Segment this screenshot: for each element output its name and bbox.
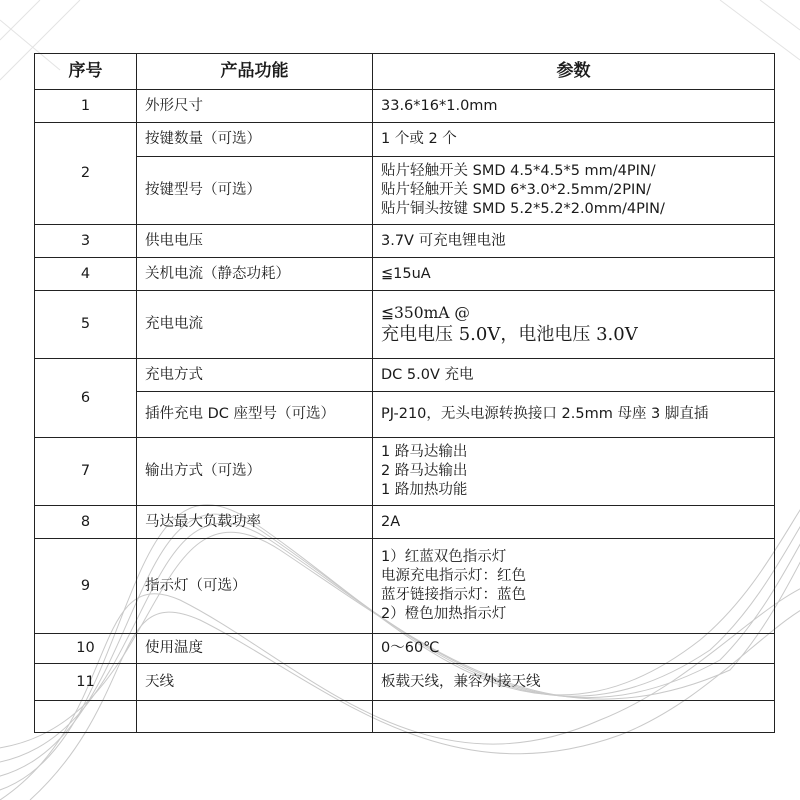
row-params (373, 291, 775, 359)
row-params (373, 359, 775, 392)
table-row (35, 90, 775, 123)
row-function: 按键数量（可选） (137, 123, 373, 157)
table-row (35, 392, 775, 438)
row-function: 输出方式（可选） (137, 438, 373, 506)
header-function: 产品功能 (137, 54, 373, 90)
param-line: 板载天线，兼容外接天线 (381, 673, 541, 690)
row-function: 天线 (137, 664, 373, 701)
table-row (35, 438, 775, 506)
row-function: 关机电流（静态功耗） (137, 258, 373, 291)
row-index: 1 (35, 90, 137, 123)
param-line: 贴片轻触开关 SMD 4.5*4.5*5 mm/4PIN/ (381, 163, 656, 180)
row-function (137, 701, 373, 733)
row-function: 指示灯（可选） (137, 539, 373, 634)
param-line: 1 路加热功能 (381, 481, 468, 498)
table-row (35, 539, 775, 634)
row-params (373, 539, 775, 634)
param-line: 1）红蓝双色指示灯 (381, 549, 507, 566)
row-params (373, 634, 775, 664)
table-row (35, 506, 775, 539)
table-row (35, 225, 775, 258)
table-row (35, 258, 775, 291)
row-function: 外形尺寸 (137, 90, 373, 123)
header-index: 序号 (35, 54, 137, 90)
row-params (373, 438, 775, 506)
row-function: 供电电压 (137, 225, 373, 258)
row-params (373, 701, 775, 733)
param-line: DC 5.0V 充电 (381, 366, 474, 383)
row-params (373, 392, 775, 438)
table-row (35, 157, 775, 225)
table-row (35, 123, 775, 157)
row-function: 按键型号（可选） (137, 157, 373, 225)
table-row (35, 634, 775, 664)
row-index: 10 (35, 634, 137, 664)
row-index: 3 (35, 225, 137, 258)
row-index: 8 (35, 506, 137, 539)
param-line: 2）橙色加热指示灯 (381, 605, 507, 622)
param-line: 贴片轻触开关 SMD 6*3.0*2.5mm/2PIN/ (381, 182, 652, 199)
row-params (373, 123, 775, 157)
row-index: 11 (35, 664, 137, 701)
table-row (35, 664, 775, 701)
param-line: 2 路马达输出 (381, 463, 468, 480)
table-row (35, 291, 775, 359)
param-line: 2A (381, 513, 401, 530)
param-line: 1 路马达输出 (381, 444, 468, 461)
param-line: ≦350mA @ (381, 303, 470, 322)
param-line: 贴片铜头按键 SMD 5.2*5.2*2.0mm/4PIN/ (381, 200, 665, 217)
row-params (373, 258, 775, 291)
header-params: 参数 (373, 54, 775, 90)
param-line: 33.6*16*1.0mm (381, 97, 498, 114)
param-line: 蓝牙链接指示灯：蓝色 (381, 587, 526, 603)
row-index: 9 (35, 539, 137, 634)
row-params (373, 157, 775, 225)
param-line: 充电电压 5.0V，电池电压 3.0V (381, 323, 638, 345)
row-index: 7 (35, 438, 137, 506)
param-line: 0～60℃ (381, 640, 440, 657)
spec-table (34, 53, 775, 733)
row-function: 充电电流 (137, 291, 373, 359)
table-header-row (35, 54, 775, 90)
row-function: 充电方式 (137, 359, 373, 392)
row-index: 5 (35, 291, 137, 359)
row-index: 2 (35, 123, 137, 225)
param-line: 3.7V 可充电锂电池 (381, 232, 506, 249)
row-index (35, 701, 137, 733)
table-row (35, 359, 775, 392)
row-params (373, 506, 775, 539)
param-line: ≦15uA (381, 265, 431, 282)
row-params (373, 664, 775, 701)
table-row-empty (35, 701, 775, 733)
row-params (373, 225, 775, 258)
row-function: 插件充电 DC 座型号（可选） (137, 392, 373, 438)
param-line: 1 个或 2 个 (381, 131, 457, 148)
row-function: 使用温度 (137, 634, 373, 664)
param-line: 电源充电指示灯：红色 (381, 568, 526, 585)
row-function: 马达最大负载功率 (137, 506, 373, 539)
row-index: 4 (35, 258, 137, 291)
row-index: 6 (35, 359, 137, 438)
row-params (373, 90, 775, 123)
param-line: PJ-210，无头电源转换接口 2.5mm 母座 3 脚直插 (381, 406, 709, 423)
